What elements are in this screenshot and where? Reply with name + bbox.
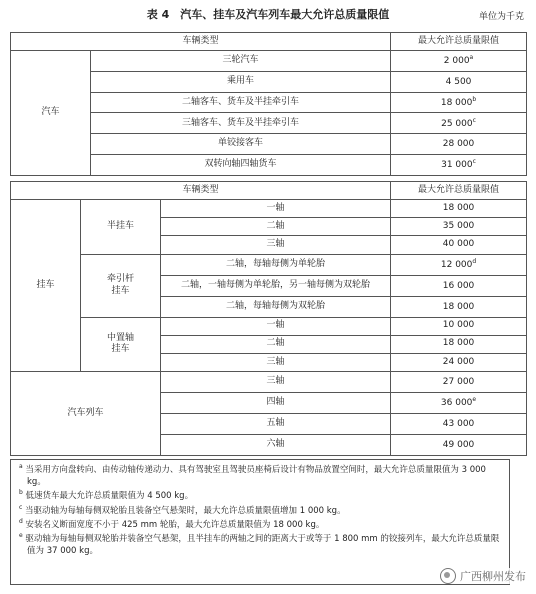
table-row xyxy=(11,371,527,392)
row-value: 40 000 xyxy=(391,236,527,254)
row-value: 4 500 xyxy=(391,71,527,92)
table-title: 表 4 汽车、挂车及汽车列车最大允许总质量限值 xyxy=(146,8,390,21)
row-type: 二轴，一轴每侧为单轮胎，另一轴每侧为双轮胎 xyxy=(161,275,391,296)
row-value: 16 000 xyxy=(391,275,527,296)
vehicle-mass-table xyxy=(10,32,527,176)
row-type: 乘用车 xyxy=(91,71,391,92)
row-value: 35 000 xyxy=(391,218,527,236)
row-value: 28 000 xyxy=(391,134,527,155)
row-type: 三轴 xyxy=(161,236,391,254)
footnote: $^c$ 当驱动轴为每轴每侧双轮胎且装备空气悬架时，最大允许总质量限值增加 1 000 kg。 xyxy=(19,503,346,516)
row-type: 四轴 xyxy=(161,392,391,413)
row-value: 2 000$^a$ xyxy=(391,50,527,71)
unit-label: 单位为千克 xyxy=(478,12,524,22)
footnote: $^b$ 低速货车最大允许总质量限值为 4 500 kg。 xyxy=(19,489,194,502)
row-type: 双转向轴四轴货车 xyxy=(91,155,391,176)
header-vehicle-type: 车辆类型 xyxy=(11,182,391,200)
row-value: 12 000$^d$ xyxy=(391,254,527,275)
table-header-row xyxy=(11,182,527,200)
row-value: 31 000$^c$ xyxy=(391,155,527,176)
group-road-train: 汽车列车 xyxy=(11,371,161,455)
row-value: 43 000 xyxy=(391,413,527,434)
row-type: 三轮汽车 xyxy=(91,50,391,71)
header-vehicle-type: 车辆类型 xyxy=(11,33,391,51)
table-row xyxy=(11,50,527,71)
watermark-text: 广西柳州发布 xyxy=(460,570,526,583)
table-header-row xyxy=(11,33,527,51)
row-value: 18 000$^b$ xyxy=(391,92,527,113)
row-value: 25 000$^c$ xyxy=(391,113,527,134)
table-row xyxy=(11,200,527,218)
row-type: 三轴 xyxy=(161,353,391,371)
footnote: $^d$ 安装名义断面宽度不小于 425 mm 轮胎，最大允许总质量限值为 18 000 kg。 xyxy=(19,517,325,530)
row-type: 单铰接客车 xyxy=(91,134,391,155)
header-max-mass: 最大允许总质量限值 xyxy=(391,182,527,200)
row-type: 二轴，每轴每侧为双轮胎 xyxy=(161,296,391,317)
row-value: 27 000 xyxy=(391,371,527,392)
row-value: 10 000 xyxy=(391,317,527,335)
footnote: $^a$ 当采用方向盘转向、由传动轴传递动力、具有驾驶室且驾驶员座椅后设计有物品放置空间时，最大允许总质量限值为 3 000 kg。 xyxy=(19,463,486,488)
row-value: 18 000 xyxy=(391,200,527,218)
subgroup-drawbar-trailer: 牵引杆 挂车 xyxy=(81,254,161,317)
row-type: 一轴 xyxy=(161,200,391,218)
row-type: 五轴 xyxy=(161,413,391,434)
row-type: 二轴 xyxy=(161,335,391,353)
subgroup-semi-trailer: 半挂车 xyxy=(81,200,161,254)
row-type: 一轴 xyxy=(161,317,391,335)
row-type: 六轴 xyxy=(161,434,391,455)
table-row xyxy=(11,317,527,335)
wechat-icon xyxy=(440,568,456,584)
row-type: 三轴客车、货车及半挂牵引车 xyxy=(91,113,391,134)
table-title-bar xyxy=(0,0,536,28)
row-type: 二轴，每轴每侧为单轮胎 xyxy=(161,254,391,275)
table-row xyxy=(11,254,527,275)
group-trailer: 挂车 xyxy=(11,200,81,372)
row-value: 18 000 xyxy=(391,335,527,353)
subgroup-center-axle-trailer: 中置轴 挂车 xyxy=(81,317,161,371)
group-automobile: 汽车 xyxy=(11,50,91,175)
footnotes xyxy=(10,459,510,585)
row-type: 二轴 xyxy=(161,218,391,236)
row-value: 18 000 xyxy=(391,296,527,317)
row-type: 三轴 xyxy=(161,371,391,392)
footnote: $^e$ 驱动轴为每轴每侧双轮胎并装备空气悬架，且半挂车的两轴之间的距离大于或等于 1 800 mm 的铰接列车，最大允许总质量限值为 37 000 kg。 xyxy=(19,531,500,557)
row-type: 二轴客车、货车及半挂牵引车 xyxy=(91,92,391,113)
row-value: 49 000 xyxy=(391,434,527,455)
watermark xyxy=(440,568,526,584)
row-value: 36 000e xyxy=(391,392,527,413)
row-value: 24 000 xyxy=(391,353,527,371)
header-max-mass: 最大允许总质量限值 xyxy=(391,33,527,51)
trailer-mass-table xyxy=(10,181,527,456)
